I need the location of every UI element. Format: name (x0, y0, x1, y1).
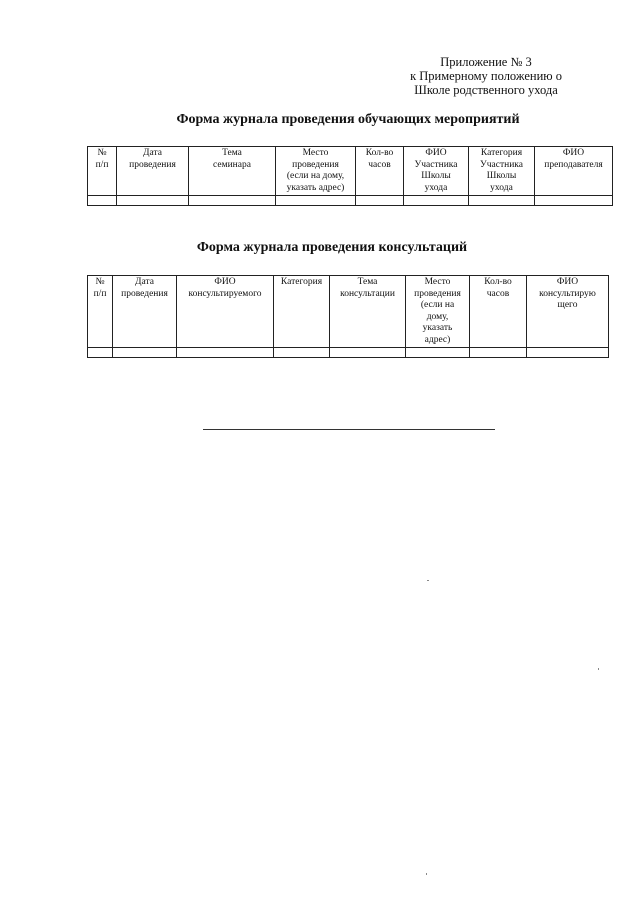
table-cell (189, 196, 276, 206)
consultation-journal-table (87, 275, 609, 358)
header-cell-participant-category: Категория Участника Школы ухода (469, 147, 535, 196)
table-header-row (88, 276, 609, 348)
table-cell (177, 348, 274, 358)
table-cell (88, 196, 117, 206)
training-journal-title: Форма журнала проведения обучающих мероприятий (176, 112, 520, 127)
table-cell (113, 348, 177, 358)
consultation-journal-title: Форма журнала проведения консультаций (196, 240, 468, 255)
table-header-row (88, 147, 613, 196)
table-cell (469, 196, 535, 206)
header-cell-number: № п/п (88, 147, 117, 196)
appendix-note (410, 55, 562, 97)
table-cell (274, 348, 330, 358)
scan-speck (598, 668, 599, 670)
header-cell-teacher-name: ФИО преподавателя (535, 147, 613, 196)
table-row (88, 348, 609, 358)
table-cell (356, 196, 404, 206)
table-cell (406, 348, 470, 358)
header-cell-hours: Кол-во часов (470, 276, 527, 348)
table-cell (404, 196, 469, 206)
header-cell-consultee-name: ФИО консультируемого (177, 276, 274, 348)
header-cell-location: Место проведения (если на дому, указать адрес) (406, 276, 470, 348)
table-cell (88, 348, 113, 358)
table-cell (330, 348, 406, 358)
training-journal-table (87, 146, 613, 206)
header-cell-seminar-topic: Тема семинара (189, 147, 276, 196)
header-cell-consultant-name: ФИО консультирую щего (527, 276, 609, 348)
header-cell-date: Дата проведения (113, 276, 177, 348)
appendix-line-3: Школе родственного ухода (414, 83, 558, 97)
appendix-line-2: к Примерному положению о (410, 69, 562, 83)
appendix-line-1: Приложение № 3 (440, 55, 532, 69)
header-cell-date: Дата проведения (117, 147, 189, 196)
table-cell (535, 196, 613, 206)
header-cell-hours: Кол-во часов (356, 147, 404, 196)
scan-speck (426, 873, 427, 875)
scan-speck (427, 580, 429, 581)
header-cell-consultation-topic: Тема консультации (330, 276, 406, 348)
header-cell-participant-name: ФИО Участника Школы ухода (404, 147, 469, 196)
table-cell (276, 196, 356, 206)
table-cell (527, 348, 609, 358)
header-cell-category: Категория (274, 276, 330, 348)
header-cell-number: № п/п (88, 276, 113, 348)
separator-line (203, 429, 495, 430)
header-cell-location: Место проведения (если на дому, указать адрес) (276, 147, 356, 196)
table-row (88, 196, 613, 206)
table-cell (470, 348, 527, 358)
table-cell (117, 196, 189, 206)
